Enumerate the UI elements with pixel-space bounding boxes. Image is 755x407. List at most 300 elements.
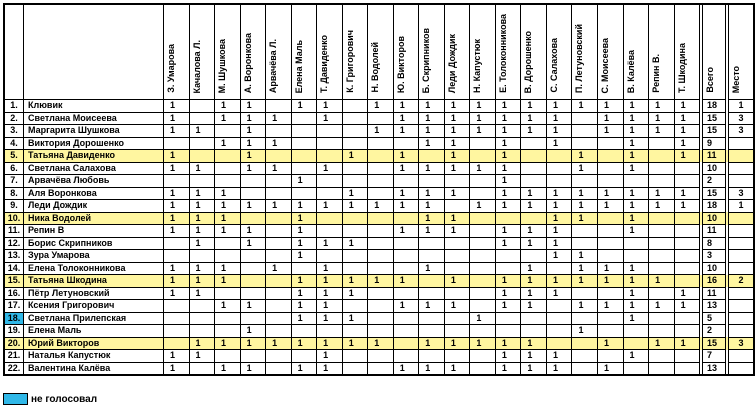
vote-cell: 1: [342, 187, 368, 200]
vote-cell: [521, 137, 547, 150]
vote-cell: [470, 350, 496, 363]
vote-cell: [419, 350, 445, 363]
vote-cell: 1: [444, 125, 470, 138]
vote-cell: 1: [444, 225, 470, 238]
vote-cell: 1: [495, 300, 521, 313]
vote-cell: 1: [649, 300, 675, 313]
vote-cell: [444, 312, 470, 325]
table-row: [4, 362, 754, 375]
vote-cell: 1: [598, 100, 624, 113]
vote-cell: 1: [163, 125, 189, 138]
vote-cell: 1: [163, 162, 189, 175]
vote-cell: 1: [368, 337, 394, 350]
vote-cell: [342, 112, 368, 125]
vote-cell: [317, 212, 343, 225]
total-votes: 10: [702, 262, 725, 275]
vote-cell: 1: [495, 125, 521, 138]
vote-cell: 1: [521, 300, 547, 313]
table-row: [4, 250, 754, 263]
vote-cell: [189, 137, 215, 150]
table-row: [4, 237, 754, 250]
vote-cell: 1: [495, 100, 521, 113]
vote-cell: [572, 112, 598, 125]
vote-cell: [215, 162, 241, 175]
vote-cell: [649, 225, 675, 238]
vote-cell: [674, 250, 700, 263]
vote-cell: 1: [521, 262, 547, 275]
vote-cell: 1: [342, 150, 368, 163]
place-value: [729, 362, 754, 375]
vote-cell: 1: [546, 187, 572, 200]
vote-cell: [649, 212, 675, 225]
table-row: [4, 300, 754, 313]
vote-cell: 1: [495, 237, 521, 250]
vote-cell: [495, 312, 521, 325]
vote-cell: 1: [495, 187, 521, 200]
vote-cell: 1: [163, 112, 189, 125]
vote-cell: 1: [598, 200, 624, 213]
vote-cell: [368, 225, 394, 238]
vote-cell: [368, 362, 394, 375]
vote-cell: 1: [368, 200, 394, 213]
vote-cell: [266, 212, 292, 225]
column-header-label: Леди Дождик: [446, 33, 457, 93]
vote-cell: [470, 262, 496, 275]
vote-cell: 1: [521, 200, 547, 213]
vote-cell: 1: [495, 337, 521, 350]
column-header-label: А. Воронкова: [242, 32, 253, 93]
vote-cell: [368, 300, 394, 313]
vote-cell: [598, 287, 624, 300]
vote-cell: [470, 287, 496, 300]
total-votes: 2: [702, 325, 725, 338]
vote-cell: [393, 312, 419, 325]
column-header: [649, 4, 675, 100]
total-votes: 3: [702, 250, 725, 263]
vote-cell: 1: [291, 250, 317, 263]
vote-cell: [623, 362, 649, 375]
vote-cell: [470, 137, 496, 150]
vote-cell: 1: [317, 350, 343, 363]
vote-cell: [649, 287, 675, 300]
vote-cell: 1: [163, 225, 189, 238]
vote-cell: 1: [291, 100, 317, 113]
vote-cell: 1: [291, 175, 317, 188]
vote-cell: 1: [470, 125, 496, 138]
vote-cell: [393, 262, 419, 275]
vote-cell: [368, 237, 394, 250]
place-value: [729, 350, 754, 363]
column-header-label: В. Дорошенко: [523, 30, 534, 93]
vote-cell: [266, 275, 292, 288]
column-header-label: М. Шушкова: [217, 38, 228, 93]
vote-cell: [342, 350, 368, 363]
vote-cell: [240, 250, 266, 263]
vote-cell: 1: [291, 337, 317, 350]
vote-cell: 1: [163, 212, 189, 225]
vote-cell: 1: [291, 212, 317, 225]
vote-cell: [240, 312, 266, 325]
vote-cell: 1: [649, 112, 675, 125]
row-number: 7.: [4, 175, 24, 188]
place-value: [729, 250, 754, 263]
vote-cell: [674, 262, 700, 275]
vote-cell: 1: [163, 287, 189, 300]
vote-cell: [266, 225, 292, 238]
vote-cell: 1: [495, 175, 521, 188]
vote-cell: 1: [189, 212, 215, 225]
vote-cell: [521, 212, 547, 225]
vote-cell: 1: [546, 362, 572, 375]
vote-cell: 1: [317, 287, 343, 300]
vote-cell: [240, 212, 266, 225]
vote-cell: 1: [291, 362, 317, 375]
place-value: 2: [729, 275, 754, 288]
vote-cell: [291, 262, 317, 275]
vote-cell: [368, 162, 394, 175]
vote-cell: 1: [266, 200, 292, 213]
vote-cell: 1: [495, 225, 521, 238]
vote-cell: 1: [215, 275, 241, 288]
column-header-label: Н. Водолей: [370, 42, 381, 93]
vote-cell: 1: [521, 187, 547, 200]
vote-cell: [215, 325, 241, 338]
row-number: 15.: [4, 275, 24, 288]
column-header-label: П. Летуновский: [574, 23, 585, 93]
vote-cell: [317, 137, 343, 150]
vote-cell: 1: [163, 262, 189, 275]
vote-cell: 1: [291, 237, 317, 250]
table-row: [4, 312, 754, 325]
vote-cell: [342, 175, 368, 188]
row-number: 8.: [4, 187, 24, 200]
total-votes: 10: [702, 212, 725, 225]
vote-cell: 1: [546, 200, 572, 213]
vote-cell: [393, 237, 419, 250]
vote-cell: [240, 287, 266, 300]
vote-cell: [674, 212, 700, 225]
column-header: [444, 4, 470, 100]
vote-cell: [291, 137, 317, 150]
vote-cell: 1: [623, 225, 649, 238]
vote-cell: 1: [674, 187, 700, 200]
vote-cell: [240, 350, 266, 363]
table-row: [4, 125, 754, 138]
vote-cell: 1: [572, 262, 598, 275]
header-num-cell: [4, 4, 24, 100]
column-header: [240, 4, 266, 100]
total-votes: 15: [702, 337, 725, 350]
vote-cell: 1: [444, 300, 470, 313]
participant-name: Светлана Моисеева: [24, 112, 164, 125]
vote-cell: 1: [546, 100, 572, 113]
vote-cell: 1: [649, 200, 675, 213]
column-header: [546, 4, 572, 100]
total-votes: 15: [702, 125, 725, 138]
vote-cell: 1: [393, 300, 419, 313]
vote-cell: [266, 125, 292, 138]
vote-cell: [189, 150, 215, 163]
vote-cell: 1: [189, 125, 215, 138]
vote-cell: 1: [649, 125, 675, 138]
vote-cell: 1: [546, 225, 572, 238]
vote-cell: 1: [444, 112, 470, 125]
table-row: [4, 187, 754, 200]
vote-cell: 1: [240, 137, 266, 150]
vote-cell: [649, 137, 675, 150]
vote-cell: 1: [674, 287, 700, 300]
vote-cell: 1: [317, 262, 343, 275]
vote-cell: [649, 250, 675, 263]
vote-cell: 1: [419, 337, 445, 350]
total-votes: 2: [702, 175, 725, 188]
vote-cell: 1: [393, 275, 419, 288]
vote-cell: [495, 325, 521, 338]
total-header: [702, 4, 725, 100]
vote-cell: 1: [393, 362, 419, 375]
vote-cell: [393, 250, 419, 263]
row-number: 14.: [4, 262, 24, 275]
vote-cell: [674, 350, 700, 363]
table-row: [4, 100, 754, 113]
vote-cell: [649, 350, 675, 363]
vote-cell: 1: [521, 275, 547, 288]
vote-cell: 1: [495, 162, 521, 175]
vote-cell: 1: [649, 187, 675, 200]
vote-cell: 1: [546, 125, 572, 138]
vote-cell: [342, 125, 368, 138]
participant-name: Борис Скрипников: [24, 237, 164, 250]
total-votes: 11: [702, 225, 725, 238]
vote-cell: [266, 325, 292, 338]
vote-cell: 1: [598, 125, 624, 138]
vote-cell: [598, 350, 624, 363]
column-header: [598, 4, 624, 100]
vote-cell: 1: [521, 237, 547, 250]
table-row: [4, 325, 754, 338]
vote-cell: [674, 162, 700, 175]
vote-cell: [674, 225, 700, 238]
vote-cell: [444, 237, 470, 250]
vote-cell: 1: [291, 200, 317, 213]
vote-cell: [598, 237, 624, 250]
vote-cell: [240, 175, 266, 188]
vote-cell: [189, 325, 215, 338]
vote-cell: 1: [266, 112, 292, 125]
vote-cell: 1: [215, 212, 241, 225]
place-value: 3: [729, 112, 754, 125]
vote-cell: [189, 112, 215, 125]
column-header-label: Н. Капустюк: [472, 39, 483, 93]
vote-cell: [546, 300, 572, 313]
vote-cell: 1: [393, 162, 419, 175]
vote-cell: [572, 362, 598, 375]
vote-cell: 1: [470, 337, 496, 350]
vote-cell: [598, 212, 624, 225]
total-header-label: Всего: [704, 67, 715, 93]
vote-cell: [674, 237, 700, 250]
table-row: [4, 350, 754, 363]
legend-label: не голосовал: [31, 393, 98, 405]
participant-name: Наталья Капустюк: [24, 350, 164, 363]
participant-name: Аля Воронкова: [24, 187, 164, 200]
place-value: [729, 287, 754, 300]
vote-cell: [368, 150, 394, 163]
vote-cell: 1: [419, 300, 445, 313]
vote-cell: 1: [444, 337, 470, 350]
vote-cell: 1: [572, 250, 598, 263]
vote-cell: [623, 237, 649, 250]
column-header-label: Репин В.: [651, 54, 662, 93]
column-header-label: Качалова Л.: [191, 39, 202, 93]
vote-cell: 1: [598, 362, 624, 375]
vote-cell: 1: [623, 137, 649, 150]
participant-name: Светлана Прилепская: [24, 312, 164, 325]
vote-cell: 1: [546, 112, 572, 125]
vote-cell: [317, 187, 343, 200]
row-number: 2.: [4, 112, 24, 125]
vote-cell: [649, 312, 675, 325]
vote-cell: 1: [419, 112, 445, 125]
vote-cell: [546, 337, 572, 350]
vote-cell: 1: [240, 337, 266, 350]
vote-cell: 1: [444, 150, 470, 163]
place-value: [729, 262, 754, 275]
vote-cell: 1: [521, 225, 547, 238]
vote-cell: [342, 250, 368, 263]
vote-cell: [521, 175, 547, 188]
vote-cell: 1: [163, 187, 189, 200]
row-number: 13.: [4, 250, 24, 263]
vote-cell: 1: [444, 100, 470, 113]
participant-name: Репин В: [24, 225, 164, 238]
vote-cell: [215, 287, 241, 300]
place-value: 1: [729, 200, 754, 213]
vote-cell: 1: [317, 275, 343, 288]
vote-cell: 1: [495, 137, 521, 150]
vote-cell: 1: [266, 162, 292, 175]
vote-cell: 1: [215, 300, 241, 313]
column-header: [368, 4, 394, 100]
vote-cell: [291, 187, 317, 200]
vote-cell: 1: [215, 100, 241, 113]
vote-cell: [572, 175, 598, 188]
column-header: [393, 4, 419, 100]
vote-cell: 1: [419, 162, 445, 175]
vote-cell: 1: [419, 137, 445, 150]
vote-cell: 1: [163, 100, 189, 113]
vote-cell: 1: [521, 112, 547, 125]
row-number: 16.: [4, 287, 24, 300]
vote-cell: [215, 237, 241, 250]
total-votes: 10: [702, 162, 725, 175]
vote-cell: [342, 225, 368, 238]
vote-cell: [368, 262, 394, 275]
vote-cell: 1: [163, 150, 189, 163]
vote-cell: [163, 337, 189, 350]
place-value: 1: [729, 100, 754, 113]
vote-cell: [368, 325, 394, 338]
vote-cell: 1: [393, 125, 419, 138]
vote-cell: [215, 250, 241, 263]
vote-cell: [291, 325, 317, 338]
vote-cell: [419, 325, 445, 338]
vote-cell: 1: [444, 362, 470, 375]
place-value: [729, 175, 754, 188]
vote-cell: 1: [470, 100, 496, 113]
vote-cell: 1: [317, 300, 343, 313]
table-row: [4, 337, 754, 350]
vote-cell: [368, 112, 394, 125]
vote-cell: [342, 162, 368, 175]
vote-cell: [598, 150, 624, 163]
place-value: 3: [729, 337, 754, 350]
vote-cell: 1: [215, 200, 241, 213]
table-row: [4, 287, 754, 300]
vote-cell: 1: [189, 275, 215, 288]
vote-cell: [546, 162, 572, 175]
vote-cell: 1: [674, 100, 700, 113]
vote-cell: [649, 237, 675, 250]
vote-cell: 1: [317, 162, 343, 175]
vote-cell: 1: [163, 362, 189, 375]
vote-cell: 1: [342, 275, 368, 288]
vote-cell: [623, 250, 649, 263]
vote-cell: 1: [419, 362, 445, 375]
vote-cell: 1: [495, 112, 521, 125]
vote-cell: [521, 325, 547, 338]
vote-cell: [521, 312, 547, 325]
vote-cell: 1: [546, 250, 572, 263]
vote-cell: 1: [598, 300, 624, 313]
vote-cell: 1: [649, 100, 675, 113]
vote-cell: 1: [674, 125, 700, 138]
vote-cell: 1: [546, 287, 572, 300]
vote-cell: [163, 300, 189, 313]
row-number: 9.: [4, 200, 24, 213]
vote-cell: [189, 175, 215, 188]
vote-cell: 1: [444, 162, 470, 175]
vote-cell: [444, 175, 470, 188]
vote-cell: 1: [240, 100, 266, 113]
vote-cell: 1: [215, 137, 241, 150]
vote-cell: 1: [623, 100, 649, 113]
vote-cell: [342, 212, 368, 225]
vote-cell: 1: [419, 200, 445, 213]
place-value: [729, 312, 754, 325]
vote-cell: [189, 362, 215, 375]
vote-cell: [572, 125, 598, 138]
vote-cell: 1: [240, 237, 266, 250]
vote-cell: [674, 312, 700, 325]
total-votes: 15: [702, 187, 725, 200]
column-header-label: Т. Шкодина: [676, 43, 687, 93]
vote-cell: [572, 225, 598, 238]
vote-cell: 1: [393, 187, 419, 200]
vote-cell: [546, 325, 572, 338]
vote-cell: 1: [546, 137, 572, 150]
vote-cell: [266, 150, 292, 163]
vote-cell: [266, 100, 292, 113]
column-header-label: Елена Маль: [293, 39, 304, 93]
vote-cell: 1: [189, 337, 215, 350]
vote-cell: [368, 250, 394, 263]
vote-cell: [291, 112, 317, 125]
vote-cell: [215, 175, 241, 188]
vote-cell: [189, 100, 215, 113]
vote-cell: [546, 262, 572, 275]
vote-cell: 1: [521, 350, 547, 363]
